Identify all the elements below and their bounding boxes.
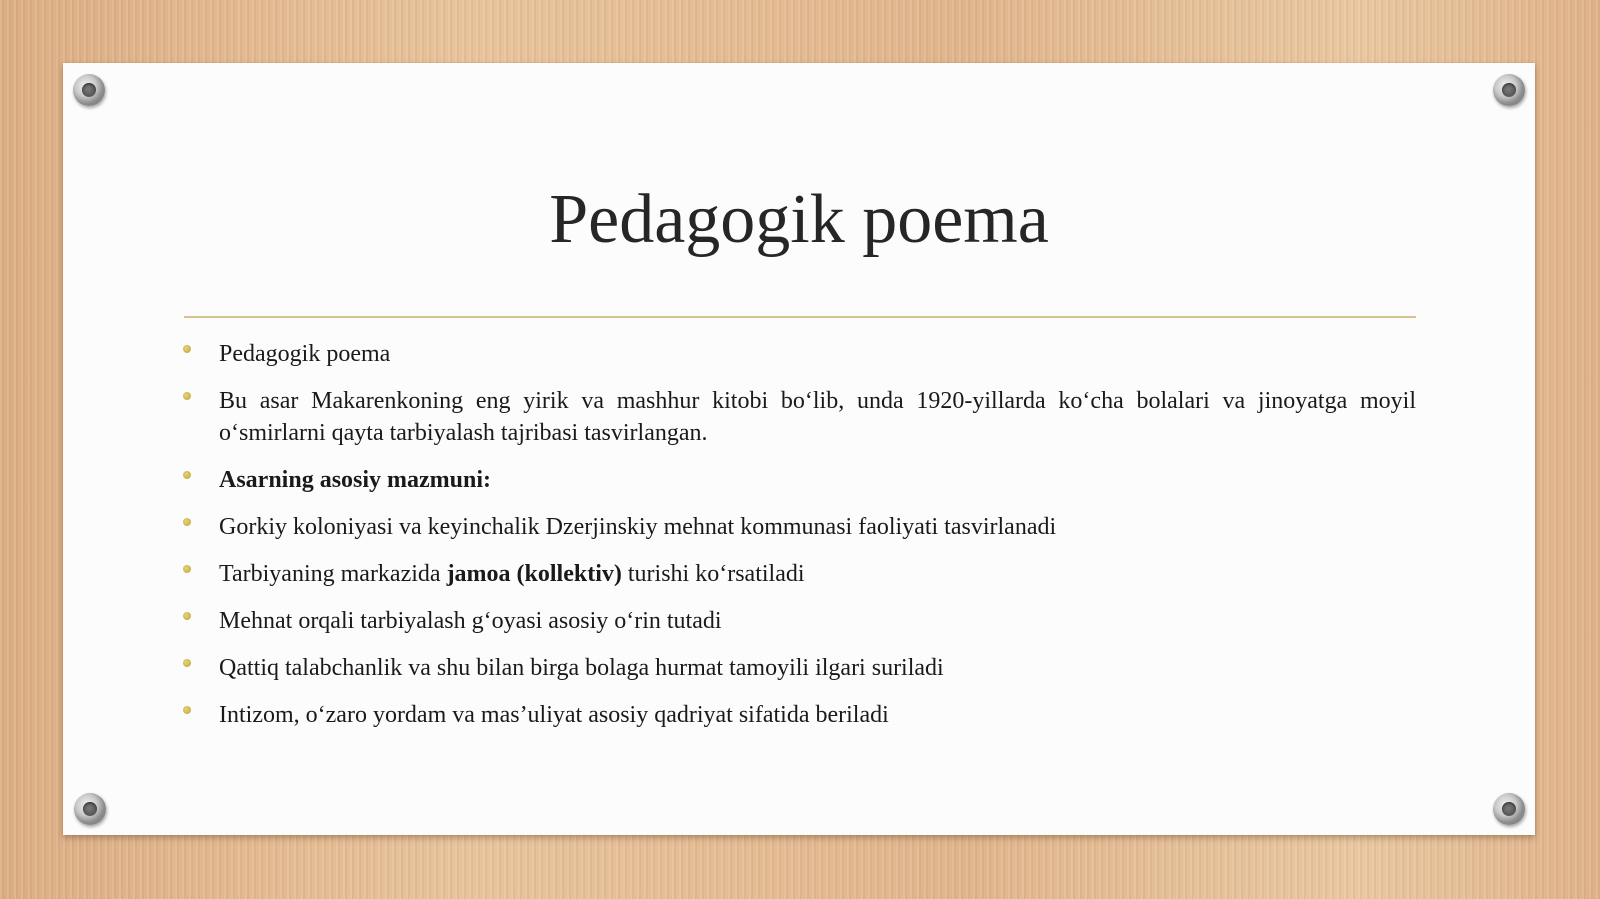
screw-icon (1493, 793, 1525, 825)
slide-body (183, 338, 1416, 746)
bullet-item (183, 464, 1416, 496)
bullet-item (183, 511, 1416, 543)
bullet-text: Qattiq talabchanlik va shu bilan birga bolaga hurmat tamoyili ilgari suriladi (219, 655, 944, 681)
bullet-icon (183, 345, 191, 353)
bullet-icon (183, 518, 191, 526)
screw-icon (74, 793, 106, 825)
bullet-text: Pedagogik poema (219, 341, 391, 367)
slide-card (63, 63, 1535, 835)
bullet-text-bold: jamoa (kollektiv) (446, 561, 622, 587)
screw-icon (73, 74, 105, 106)
bullet-text: Intizom, o‘zaro yordam va mas’uliyat asosiy qadriyat sifatida beriladi (219, 702, 889, 728)
bullet-icon (183, 565, 191, 573)
bullet-icon (183, 392, 191, 400)
bullet-item (183, 652, 1416, 684)
bullet-item (183, 605, 1416, 637)
bullet-text: Mehnat orqali tarbiyalash g‘oyasi asosiy o‘rin tutadi (219, 608, 722, 634)
bullet-text: Bu asar Makarenkoning eng yirik va mashhur kitobi bo‘lib, unda 1920-yillarda ko‘cha bolalari va jinoyatga moyil o‘smirlarni qayta tarbiyalash tajribasi tasvirlangan. (219, 388, 1416, 446)
bullet-text: turishi ko‘rsatiladi (621, 561, 805, 587)
bullet-text: Tarbiyaning markazida (219, 561, 447, 587)
bullet-item (183, 558, 1416, 590)
bullet-icon (183, 612, 191, 620)
bullet-item (183, 699, 1416, 731)
bullet-icon (183, 659, 191, 667)
bullet-icon (183, 706, 191, 714)
slide-title: Pedagogik poema (549, 181, 1049, 258)
bullet-icon (183, 471, 191, 479)
bullet-text: Gorkiy koloniyasi va keyinchalik Dzerjinskiy mehnat kommunasi faoliyati tasvirlanadi (219, 514, 1057, 540)
bullet-item (183, 338, 1416, 370)
title-divider (184, 316, 1416, 318)
bullet-list (183, 338, 1416, 731)
bullet-item (183, 385, 1416, 449)
screw-icon (1493, 74, 1525, 106)
bullet-text-bold: Asarning asosiy mazmuni: (219, 467, 492, 493)
